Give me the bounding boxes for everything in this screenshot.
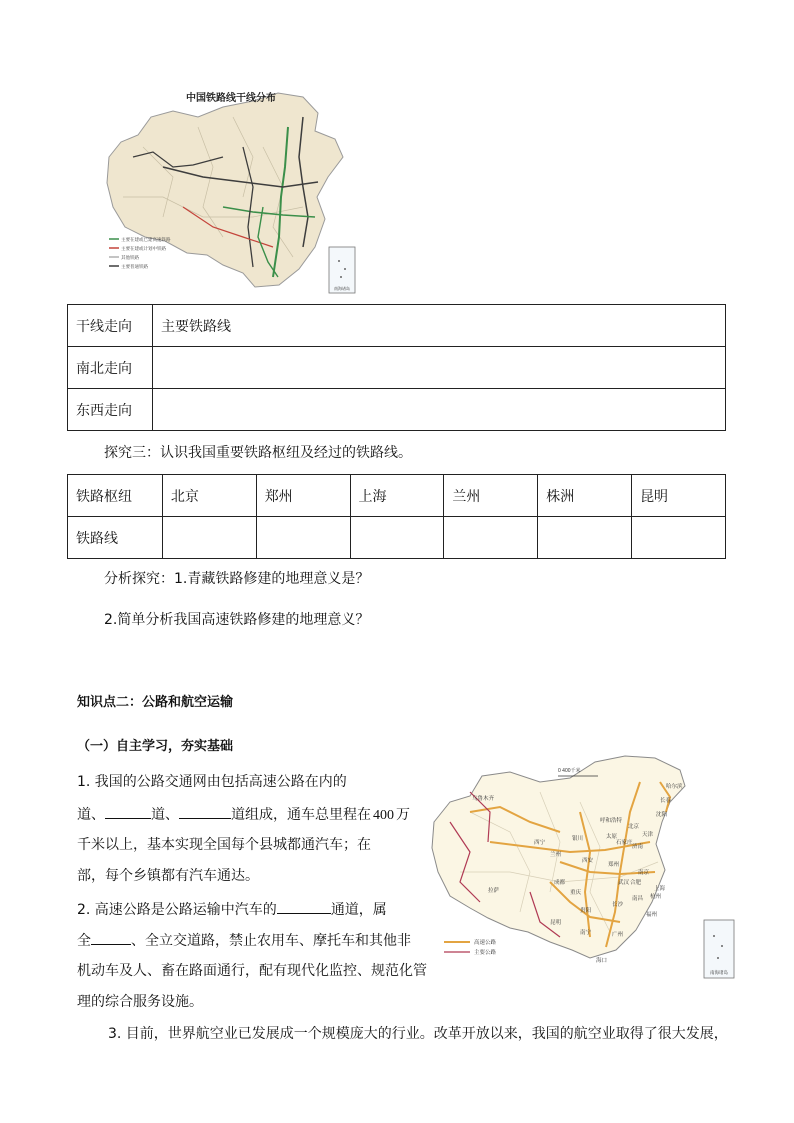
para1-line3: 千米以上，基本实现全国每个县城都通汽车；在: [77, 837, 371, 853]
answer-cell[interactable]: [153, 347, 726, 389]
table-row: [68, 475, 726, 517]
para2-line2: [77, 930, 411, 951]
analysis-question-2: 2.简单分析我国高速铁路修建的地理意义？: [104, 612, 370, 628]
table-cell: 郑州: [256, 475, 350, 517]
city-label: 上海: [654, 886, 666, 892]
subsection-title: （一）自主学习，夯实基础: [77, 739, 234, 754]
legend-item: 主要普通铁路: [121, 264, 148, 269]
table-cell: 上海: [350, 475, 444, 517]
table-cell: 南北走向: [68, 347, 153, 389]
legend-item: 主要公路: [474, 950, 497, 956]
railway-hub-table: [67, 474, 726, 559]
table-cell: 铁路枢纽: [68, 475, 163, 517]
city-label: 福州: [646, 912, 658, 918]
text: 2. 高速公路是公路运输中汽车的: [77, 902, 277, 918]
number: 400: [373, 808, 394, 823]
table-row: [68, 389, 726, 431]
city-label: 广州: [612, 932, 624, 938]
map1-inset: [329, 247, 355, 293]
table-row: [68, 305, 726, 347]
blank-field[interactable]: [179, 804, 231, 819]
city-label: 北京: [628, 824, 640, 830]
para2-line4: 理的综合服务设施。: [77, 994, 203, 1010]
text: 道组成，通车总里程在: [231, 807, 371, 823]
analysis-question-1: 分析探究：1.青藏铁路修建的地理意义是？: [104, 571, 370, 587]
text: 万: [396, 807, 410, 823]
highway-map: [430, 752, 738, 984]
answer-cell[interactable]: [350, 517, 444, 559]
city-label: 成都: [554, 880, 566, 886]
para1-line2: [77, 804, 410, 826]
city-label: 天津: [642, 832, 654, 838]
city-label: 银川: [572, 836, 584, 842]
railway-map: [103, 87, 359, 297]
explore-3-heading: 探究三：认识我国重要铁路枢纽及经过的铁路线。: [104, 445, 412, 461]
city-label: 杭州: [650, 894, 662, 900]
city-label: 太原: [606, 834, 618, 840]
table-cell: 铁路线: [68, 517, 163, 559]
map2-inset: [704, 920, 734, 978]
para3: 3. 目前，世界航空业已发展成一个规模庞大的行业。改革开放以来，我国的航空业取得了很大发展，: [108, 1026, 728, 1042]
city-label: 重庆: [570, 890, 582, 896]
blank-field[interactable]: [277, 899, 331, 914]
city-label: 石家庄: [616, 840, 633, 846]
section-title: 知识点二：公路和航空运输: [77, 695, 234, 710]
city-label: 贵阳: [580, 908, 592, 914]
table-cell: 北京: [162, 475, 256, 517]
text: 全: [77, 933, 91, 949]
city-label: 长沙: [612, 902, 624, 908]
text: 通道，属: [330, 902, 387, 918]
legend-item: 高速公路: [474, 940, 497, 946]
blank-field[interactable]: [105, 804, 151, 819]
city-label: 南京: [638, 870, 650, 876]
scale-label: 0 400千米: [558, 768, 581, 774]
city-label: 武汉: [618, 880, 630, 886]
answer-cell[interactable]: [538, 517, 632, 559]
city-label: 乌鲁木齐: [472, 796, 495, 802]
text: 道、: [151, 807, 179, 823]
text: 道、: [77, 807, 105, 823]
city-label: 拉萨: [488, 888, 500, 894]
para2-line1: [77, 899, 387, 920]
city-label: 南宁: [580, 930, 592, 936]
legend-item: 其他铁路: [121, 255, 139, 260]
city-label: 兰州: [550, 852, 562, 858]
table-cell: 株洲: [538, 475, 632, 517]
city-label: 海口: [596, 958, 608, 964]
answer-cell[interactable]: [632, 517, 726, 559]
city-label: 合肥: [630, 880, 642, 886]
city-label: 长春: [660, 798, 672, 804]
map1-title: 中国铁路线干线分布: [186, 93, 276, 104]
city-label: 郑州: [608, 862, 620, 868]
inset-label: 南海诸岛: [334, 286, 350, 291]
para1-line4: 部，每个乡镇都有汽车通达。: [77, 868, 259, 884]
city-label: 沈阳: [656, 812, 668, 818]
legend-item: 主要在建或已建高速铁路: [121, 237, 171, 242]
table-cell: 干线走向: [68, 305, 153, 347]
answer-cell[interactable]: [444, 517, 538, 559]
city-label: 昆明: [550, 920, 562, 926]
table-cell: 主要铁路线: [153, 305, 726, 347]
answer-cell[interactable]: [153, 389, 726, 431]
trunk-direction-table: [67, 304, 726, 431]
para1-line1: 1. 我国的公路交通网由包括高速公路在内的: [77, 774, 347, 790]
para2-line3: 机动车及人、畜在路面通行，配有现代化监控、规范化管: [77, 963, 427, 979]
legend-item: 主要在建或计划中铁路: [121, 246, 166, 251]
city-label: 西宁: [534, 840, 546, 846]
city-label: 哈尔滨: [666, 784, 683, 790]
text: 、全立交道路，禁止农用车、摩托车和其他非: [131, 933, 411, 949]
blank-field[interactable]: [91, 930, 131, 945]
table-row: [68, 347, 726, 389]
city-label: 济南: [632, 844, 644, 850]
table-cell: 东西走向: [68, 389, 153, 431]
inset-label: 南海诸岛: [710, 970, 728, 975]
city-label: 南昌: [632, 896, 644, 902]
table-cell: 兰州: [444, 475, 538, 517]
table-row: [68, 517, 726, 559]
city-label: 西安: [582, 858, 594, 864]
city-label: 呼和浩特: [600, 818, 623, 824]
answer-cell[interactable]: [162, 517, 256, 559]
answer-cell[interactable]: [256, 517, 350, 559]
table-cell: 昆明: [632, 475, 726, 517]
